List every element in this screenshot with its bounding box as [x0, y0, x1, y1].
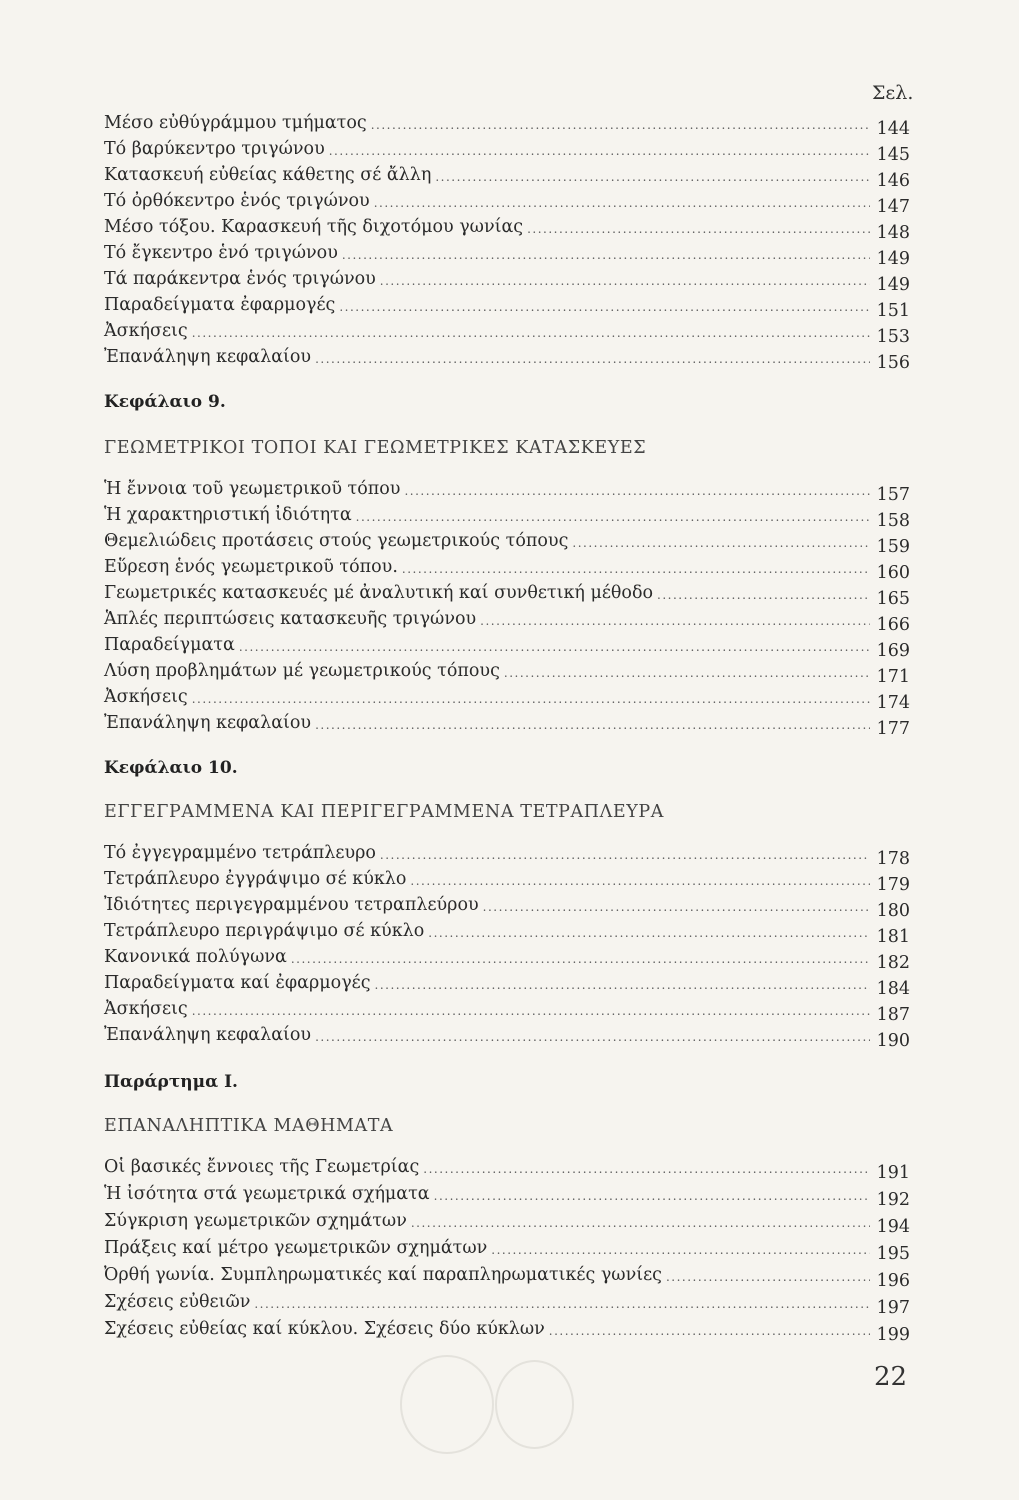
toc-entry-title: Σχέσεις εὐθείας καί κύκλου. Σχέσεις δύο κύκλων: [104, 1319, 545, 1339]
toc-entry-title: Ἡ ἔννοια τοῦ γεωμετρικοῦ τόπου: [104, 479, 401, 499]
toc-entry: [104, 1179, 910, 1210]
leader-dots: [329, 145, 870, 157]
toc-entry-title: Τετράπλευρο ἐγγράψιμο σέ κύκλο: [104, 869, 407, 889]
toc-entry: [104, 290, 910, 321]
toc-entry: [104, 838, 910, 869]
leader-dots: [342, 249, 870, 261]
leader-dots: [380, 275, 870, 287]
toc-entry-title: Σχέσεις εὐθειῶν: [104, 1292, 251, 1312]
leader-dots: [192, 1005, 870, 1017]
toc-entry-title: Ἀσκήσεις: [104, 321, 188, 341]
toc-entry: [104, 134, 910, 165]
toc-entry-title: Ἁπλές περιπτώσεις κατασκευῆς τριγώνου: [104, 609, 477, 629]
chapter-9-label: Κεφάλαιο 9.: [104, 392, 226, 412]
toc-entry-page: 194: [876, 1217, 910, 1237]
toc-entry-page: 156: [876, 353, 910, 373]
toc-entry-title: Τό ἐγγεγραμμένο τετράπλευρο: [104, 843, 376, 863]
toc-entry: [104, 994, 910, 1025]
leader-dots: [239, 641, 870, 653]
leader-dots: [291, 953, 870, 965]
toc-entry-page: 187: [876, 1005, 910, 1025]
toc-entry: [104, 474, 910, 505]
toc-entry-page: 149: [876, 275, 910, 295]
toc-entry: [104, 342, 910, 373]
toc-entry-title: Μέσο τόξου. Καρασκευή τῆς διχοτόμου γωνίας: [104, 217, 524, 237]
toc-entry-title: Μέσο εὐθύγράμμου τμήματος: [104, 113, 367, 133]
toc-entry-title: Ἡ ἰσότητα στά γεωμετρικά σχήματα: [104, 1184, 430, 1204]
toc-entry-page: 157: [876, 485, 910, 505]
leader-dots: [254, 1298, 870, 1310]
toc-entry-page: 147: [876, 197, 910, 217]
toc-entry-page: 191: [876, 1163, 910, 1183]
toc-entry-page: 146: [876, 171, 910, 191]
toc-entry-page: 158: [876, 511, 910, 531]
leader-dots: [192, 327, 870, 339]
toc-entry-title: Ἀσκήσεις: [104, 999, 188, 1019]
toc-entry-title: Ἀσκήσεις: [104, 687, 188, 707]
toc-entry-title: Τετράπλευρο περιγράψιμο σέ κύκλο: [104, 921, 425, 941]
toc-entry-title: Εὕρεση ἑνός γεωμετρικοῦ τόπου.: [104, 557, 398, 577]
toc-entry: [104, 316, 910, 347]
appendix-1-title: ΕΠΑΝΑΛΗΠΤΙΚΑ ΜΑΘΗΜΑΤΑ: [104, 1116, 394, 1136]
leader-dots: [339, 301, 870, 313]
toc-entry: [104, 656, 910, 687]
leader-dots: [411, 1217, 870, 1229]
toc-entry-page: 144: [876, 119, 910, 139]
chapter-10-title: ΕΓΓΕΓΡΑΜΜΕΝΑ ΚΑΙ ΠΕΡΙΓΕΓΡΑΜΜΕΝΑ ΤΕΤΡΑΠΛΕΥΡΑ: [104, 802, 664, 822]
leader-dots: [657, 589, 870, 601]
toc-entry-page: 160: [876, 563, 910, 583]
toc-entry: [104, 108, 910, 139]
leader-dots: [428, 927, 870, 939]
toc-entry-title: Ὀρθή γωνία. Συμπληρωματικές καί παραπληρωματικές γωνίες: [104, 1265, 662, 1285]
toc-entry-page: 179: [876, 875, 910, 895]
toc-entry: [104, 1314, 910, 1345]
toc-entry-page: 180: [876, 901, 910, 921]
toc-entry-title: Λύση προβλημάτων μέ γεωμετρικούς τόπους: [104, 661, 500, 681]
toc-entry: [104, 578, 910, 609]
toc-entry-page: 165: [876, 589, 910, 609]
toc-entry: [104, 630, 910, 661]
toc-entry: [104, 264, 910, 295]
toc-entry-title: Οἱ βασικές ἔννοιες τῆς Γεωμετρίας: [104, 1157, 420, 1177]
leader-dots: [192, 693, 870, 705]
leader-dots: [666, 1271, 870, 1283]
toc-entry-title: Πράξεις καί μέτρο γεωμετρικῶν σχημάτων: [104, 1238, 488, 1258]
toc-entry: [104, 604, 910, 635]
toc-entry: [104, 968, 910, 999]
leader-dots: [374, 197, 870, 209]
leader-dots: [504, 667, 870, 679]
chapter-9-title: ΓΕΩΜΕΤΡΙΚΟΙ ΤΟΠΟΙ ΚΑΙ ΓΕΩΜΕΤΡΙΚΕΣ ΚΑΤΑΣΚΕΥΕΣ: [104, 438, 647, 458]
toc-entry-title: Τό βαρύκεντρο τριγώνου: [104, 139, 325, 159]
page-column-label: Σελ.: [872, 82, 914, 104]
toc-entry: [104, 864, 910, 895]
toc-entry-title: Παραδείγματα καί ἐφαρμογές: [104, 973, 371, 993]
toc-entry-page: 177: [876, 719, 910, 739]
toc-entry-page: 196: [876, 1271, 910, 1291]
toc-entry: [104, 708, 910, 739]
toc-entry-page: 159: [876, 537, 910, 557]
leader-dots: [410, 875, 870, 887]
toc-entry-page: 169: [876, 641, 910, 661]
toc-entry: [104, 552, 910, 583]
toc-entry-page: 197: [876, 1298, 910, 1318]
toc-entry-page: 174: [876, 693, 910, 713]
leader-dots: [483, 901, 870, 913]
toc-entry-page: 192: [876, 1190, 910, 1210]
toc-entry: [104, 160, 910, 191]
toc-entry: [104, 1020, 910, 1051]
toc-entry-title: Ἐπανάληψη κεφαλαίου: [104, 713, 312, 733]
toc-entry-title: Ἐπανάληψη κεφαλαίου: [104, 1025, 312, 1045]
leader-dots: [356, 511, 870, 523]
toc-entry: [104, 1206, 910, 1237]
toc-entry-title: Τό ἔγκεντρο ἑνό τριγώνου: [104, 243, 338, 263]
leader-dots: [572, 537, 870, 549]
page-number: 22: [874, 1362, 908, 1392]
toc-entry-title: Τά παράκεντρα ἑνός τριγώνου: [104, 269, 376, 289]
toc-entry: [104, 682, 910, 713]
toc-entry-page: 151: [876, 301, 910, 321]
toc-entry-page: 171: [876, 667, 910, 687]
toc-entry: [104, 1233, 910, 1264]
toc-entry-title: Σύγκριση γεωμετρικῶν σχημάτων: [104, 1211, 407, 1231]
toc-entry-page: 153: [876, 327, 910, 347]
toc-entry: [104, 238, 910, 269]
toc-entry: [104, 890, 910, 921]
bleed-through-circle: [495, 1360, 574, 1449]
toc-entry-title: Γεωμετρικές κατασκευές μέ ἀναλυτική καί συνθετική μέθοδο: [104, 583, 654, 603]
toc-entry-page: 195: [876, 1244, 910, 1264]
toc-entry: [104, 526, 910, 557]
toc-entry-page: 181: [876, 927, 910, 947]
toc-entry-title: Θεμελιώδεις προτάσεις στούς γεωμετρικούς τόπους: [104, 531, 569, 551]
leader-dots: [404, 485, 870, 497]
toc-entry-page: 145: [876, 145, 910, 165]
leader-dots: [434, 1190, 870, 1202]
toc-entry: [104, 1287, 910, 1318]
toc-entry-title: Παραδείγματα: [104, 635, 235, 655]
toc-entry-page: 178: [876, 849, 910, 869]
leader-dots: [549, 1325, 870, 1337]
toc-entry-page: 166: [876, 615, 910, 635]
leader-dots: [527, 223, 870, 235]
toc-entry-page: 199: [876, 1325, 910, 1345]
toc-entry-page: 182: [876, 953, 910, 973]
toc-entry: [104, 1260, 910, 1291]
leader-dots: [315, 1031, 870, 1043]
bleed-through-circle: [400, 1355, 494, 1454]
leader-dots: [315, 719, 870, 731]
leader-dots: [480, 615, 870, 627]
leader-dots: [371, 119, 870, 131]
toc-entry: [104, 942, 910, 973]
toc-entry: [104, 212, 910, 243]
chapter-10-label: Κεφάλαιο 10.: [104, 758, 238, 778]
toc-entry-page: 190: [876, 1031, 910, 1051]
toc-entry-title: Κανονικά πολύγωνα: [104, 947, 287, 967]
toc-entry: [104, 500, 910, 531]
toc-entry-page: 149: [876, 249, 910, 269]
toc-entry-page: 148: [876, 223, 910, 243]
leader-dots: [402, 563, 870, 575]
leader-dots: [435, 171, 870, 183]
toc-entry-title: Ἰδιότητες περιγεγραμμένου τετραπλεύρου: [104, 895, 479, 915]
leader-dots: [380, 849, 870, 861]
toc-entry-page: 184: [876, 979, 910, 999]
toc-entry: [104, 916, 910, 947]
toc-entry-title: Παραδείγματα ἐφαρμογές: [104, 295, 336, 315]
toc-entry-title: Κατασκευή εὐθείας κάθετης σέ ἄλλη: [104, 165, 432, 185]
leader-dots: [423, 1163, 870, 1175]
leader-dots: [375, 979, 870, 991]
leader-dots: [491, 1244, 870, 1256]
toc-entry: [104, 1152, 910, 1183]
toc-entry-title: Ἡ χαρακτηριστική ἰδιότητα: [104, 505, 352, 525]
toc-entry-title: Ἐπανάληψη κεφαλαίου: [104, 347, 312, 367]
toc-entry-title: Τό ὀρθόκεντρο ἑνός τριγώνου: [104, 191, 370, 211]
leader-dots: [315, 353, 870, 365]
appendix-1-label: Παράρτημα Ι.: [104, 1072, 238, 1092]
toc-entry: [104, 186, 910, 217]
